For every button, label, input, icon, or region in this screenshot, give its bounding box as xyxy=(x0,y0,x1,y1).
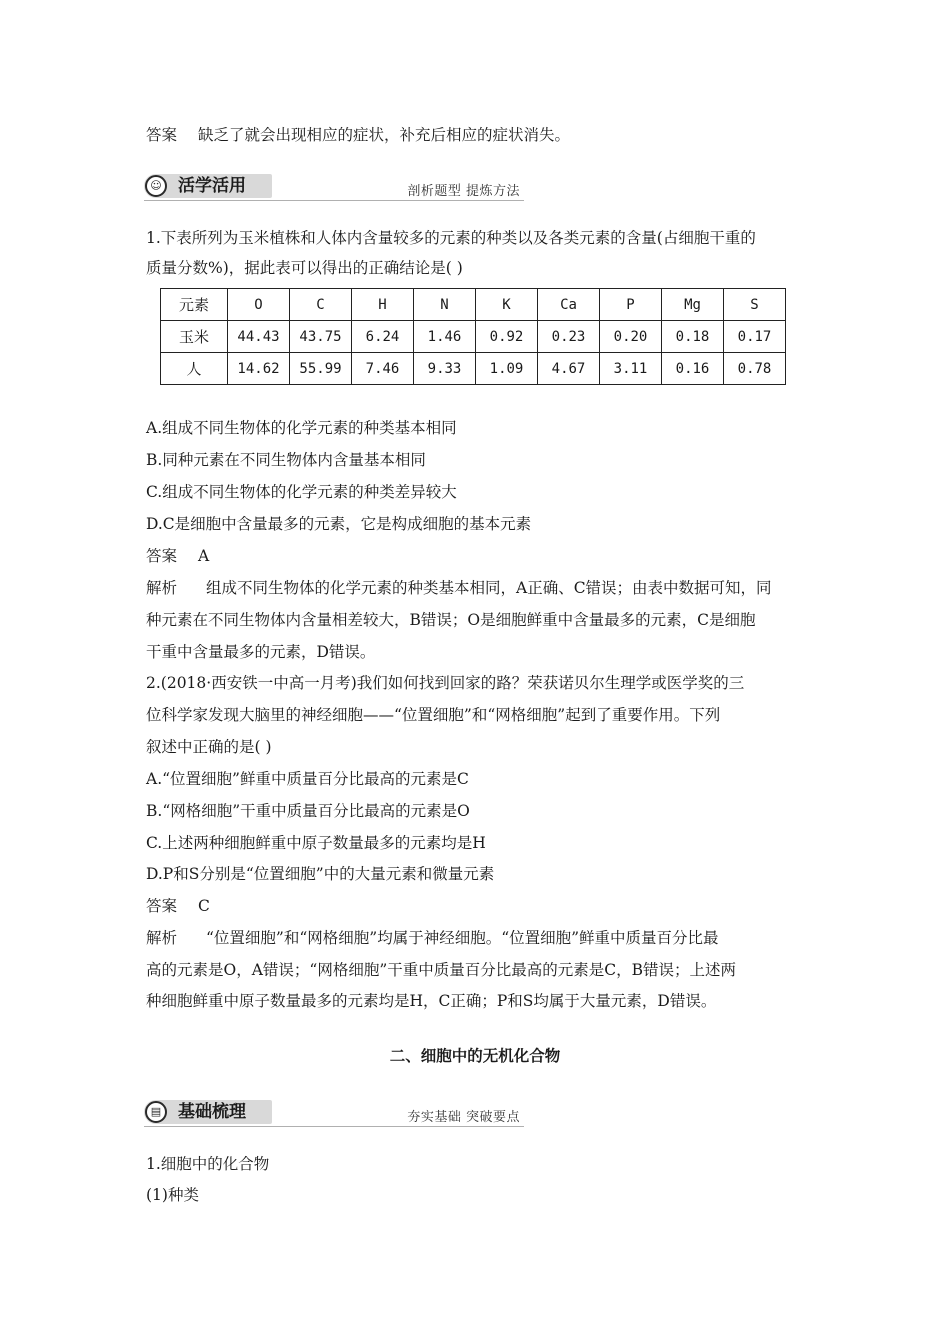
answer-text: 缺乏了就会出现相应的症状，补充后相应的症状消失。 xyxy=(198,126,571,144)
analysis-label: 解析 xyxy=(146,929,178,947)
table-cell: 玉米 xyxy=(161,321,228,353)
answer-label: 答案 xyxy=(146,897,178,915)
q2-option-b: B.“网格细胞”干重中质量百分比最高的元素是O xyxy=(146,802,470,820)
q1-analysis-line: 种元素在不同生物体内含量相差较大，B错误；O是细胞鲜重中含量最多的元素，C是细胞 xyxy=(146,611,756,629)
table-cell: K xyxy=(476,289,538,321)
table-cell: 3.11 xyxy=(600,353,662,385)
q2-analysis-line: 种细胞鲜重中原子数量最多的元素均是H，C正确；P和S均属于大量元素，D错误。 xyxy=(146,992,717,1010)
q2-stem-line: 叙述中正确的是( ) xyxy=(146,738,272,756)
q1-option-a: A.组成不同生物体的化学元素的种类基本相同 xyxy=(146,419,457,437)
section-banner-practice xyxy=(144,174,524,204)
q2-answer xyxy=(146,896,210,916)
table-cell: 0.16 xyxy=(662,353,724,385)
q1-option-b: B.同种元素在不同生物体内含量基本相同 xyxy=(146,451,426,469)
table-cell: 人 xyxy=(161,353,228,385)
banner-subtitle: 夯实基础 突破要点 xyxy=(407,1110,520,1125)
table-cell: 7.46 xyxy=(352,353,414,385)
q1-analysis-line xyxy=(146,578,772,598)
banner-subtitle: 剖析题型 提炼方法 xyxy=(407,184,520,199)
table-cell: 0.17 xyxy=(724,321,786,353)
table-cell: 14.62 xyxy=(228,353,290,385)
banner-rule xyxy=(144,1126,524,1127)
table-cell: 55.99 xyxy=(290,353,352,385)
section-banner-basics xyxy=(144,1100,524,1130)
book-icon: ▤ xyxy=(145,1101,167,1123)
table-cell: 0.23 xyxy=(538,321,600,353)
smile-face-icon: ☺ xyxy=(145,175,167,197)
table-cell: 1.46 xyxy=(414,321,476,353)
table-cell: P xyxy=(600,289,662,321)
answer-value: A xyxy=(198,547,210,565)
table-cell: 1.09 xyxy=(476,353,538,385)
q2-option-c: C.上述两种细胞鲜重中原子数量最多的元素均是H xyxy=(146,834,486,852)
q2-analysis-line: 高的元素是O，A错误；“网格细胞”干重中质量百分比最高的元素是C，B错误；上述两 xyxy=(146,961,737,979)
table-cell: 0.78 xyxy=(724,353,786,385)
banner-title: 活学活用 xyxy=(178,176,246,196)
q1-stem-line: 质量分数%)，据此表可以得出的正确结论是( ) xyxy=(146,259,463,277)
table-cell: 元素 xyxy=(161,289,228,321)
q2-option-d: D.P和S分别是“位置细胞”中的大量元素和微量元素 xyxy=(146,865,495,883)
q2-option-a: A.“位置细胞”鲜重中质量百分比最高的元素是C xyxy=(146,770,469,788)
table-cell: 9.33 xyxy=(414,353,476,385)
table-cell: Ca xyxy=(538,289,600,321)
q1-answer xyxy=(146,546,209,566)
subheading: (1)种类 xyxy=(146,1186,199,1204)
table-cell: N xyxy=(414,289,476,321)
answer-line xyxy=(146,125,570,145)
answer-label: 答案 xyxy=(146,126,178,144)
element-content-table xyxy=(160,288,786,385)
table-cell: 6.24 xyxy=(352,321,414,353)
table-header-row xyxy=(161,289,786,321)
table-cell: Mg xyxy=(662,289,724,321)
answer-value: C xyxy=(198,897,210,915)
table-cell: H xyxy=(352,289,414,321)
table-row xyxy=(161,321,786,353)
table-cell: O xyxy=(228,289,290,321)
q1-stem-line: 1.下表所列为玉米植株和人体内含量较多的元素的种类以及各类元素的含量(占细胞干重的 xyxy=(146,229,756,247)
q1-option-d: D.C是细胞中含量最多的元素，它是构成细胞的基本元素 xyxy=(146,515,532,533)
table-row xyxy=(161,353,786,385)
table-cell: 43.75 xyxy=(290,321,352,353)
analysis-label: 解析 xyxy=(146,579,178,597)
table-cell: 0.92 xyxy=(476,321,538,353)
banner-title: 基础梳理 xyxy=(178,1102,246,1122)
subheading: 1.细胞中的化合物 xyxy=(146,1155,270,1173)
analysis-text: “位置细胞”和“网格细胞”均属于神经细胞。“位置细胞”鲜重中质量百分比最 xyxy=(206,929,719,947)
table-cell: S xyxy=(724,289,786,321)
q1-analysis-line: 干重中含量最多的元素，D错误。 xyxy=(146,643,376,661)
q2-stem-line: 2.(2018·西安铁一中高一月考)我们如何找到回家的路？荣获诺贝尔生理学或医学奖的三 xyxy=(146,674,745,692)
section-title: 二、细胞中的无机化合物 xyxy=(389,1047,561,1065)
table-cell: 0.20 xyxy=(600,321,662,353)
q1-option-c: C.组成不同生物体的化学元素的种类差异较大 xyxy=(146,483,457,501)
table-cell: 0.18 xyxy=(662,321,724,353)
table-cell: C xyxy=(290,289,352,321)
answer-label: 答案 xyxy=(146,547,178,565)
table-cell: 4.67 xyxy=(538,353,600,385)
analysis-text: 组成不同生物体的化学元素的种类基本相同，A正确、C错误；由表中数据可知，同 xyxy=(206,579,772,597)
table-cell: 44.43 xyxy=(228,321,290,353)
q2-analysis-line xyxy=(146,928,719,948)
q2-stem-line: 位科学家发现大脑里的神经细胞——“位置细胞”和“网格细胞”起到了重要作用。下列 xyxy=(146,706,721,724)
banner-rule xyxy=(144,200,524,201)
